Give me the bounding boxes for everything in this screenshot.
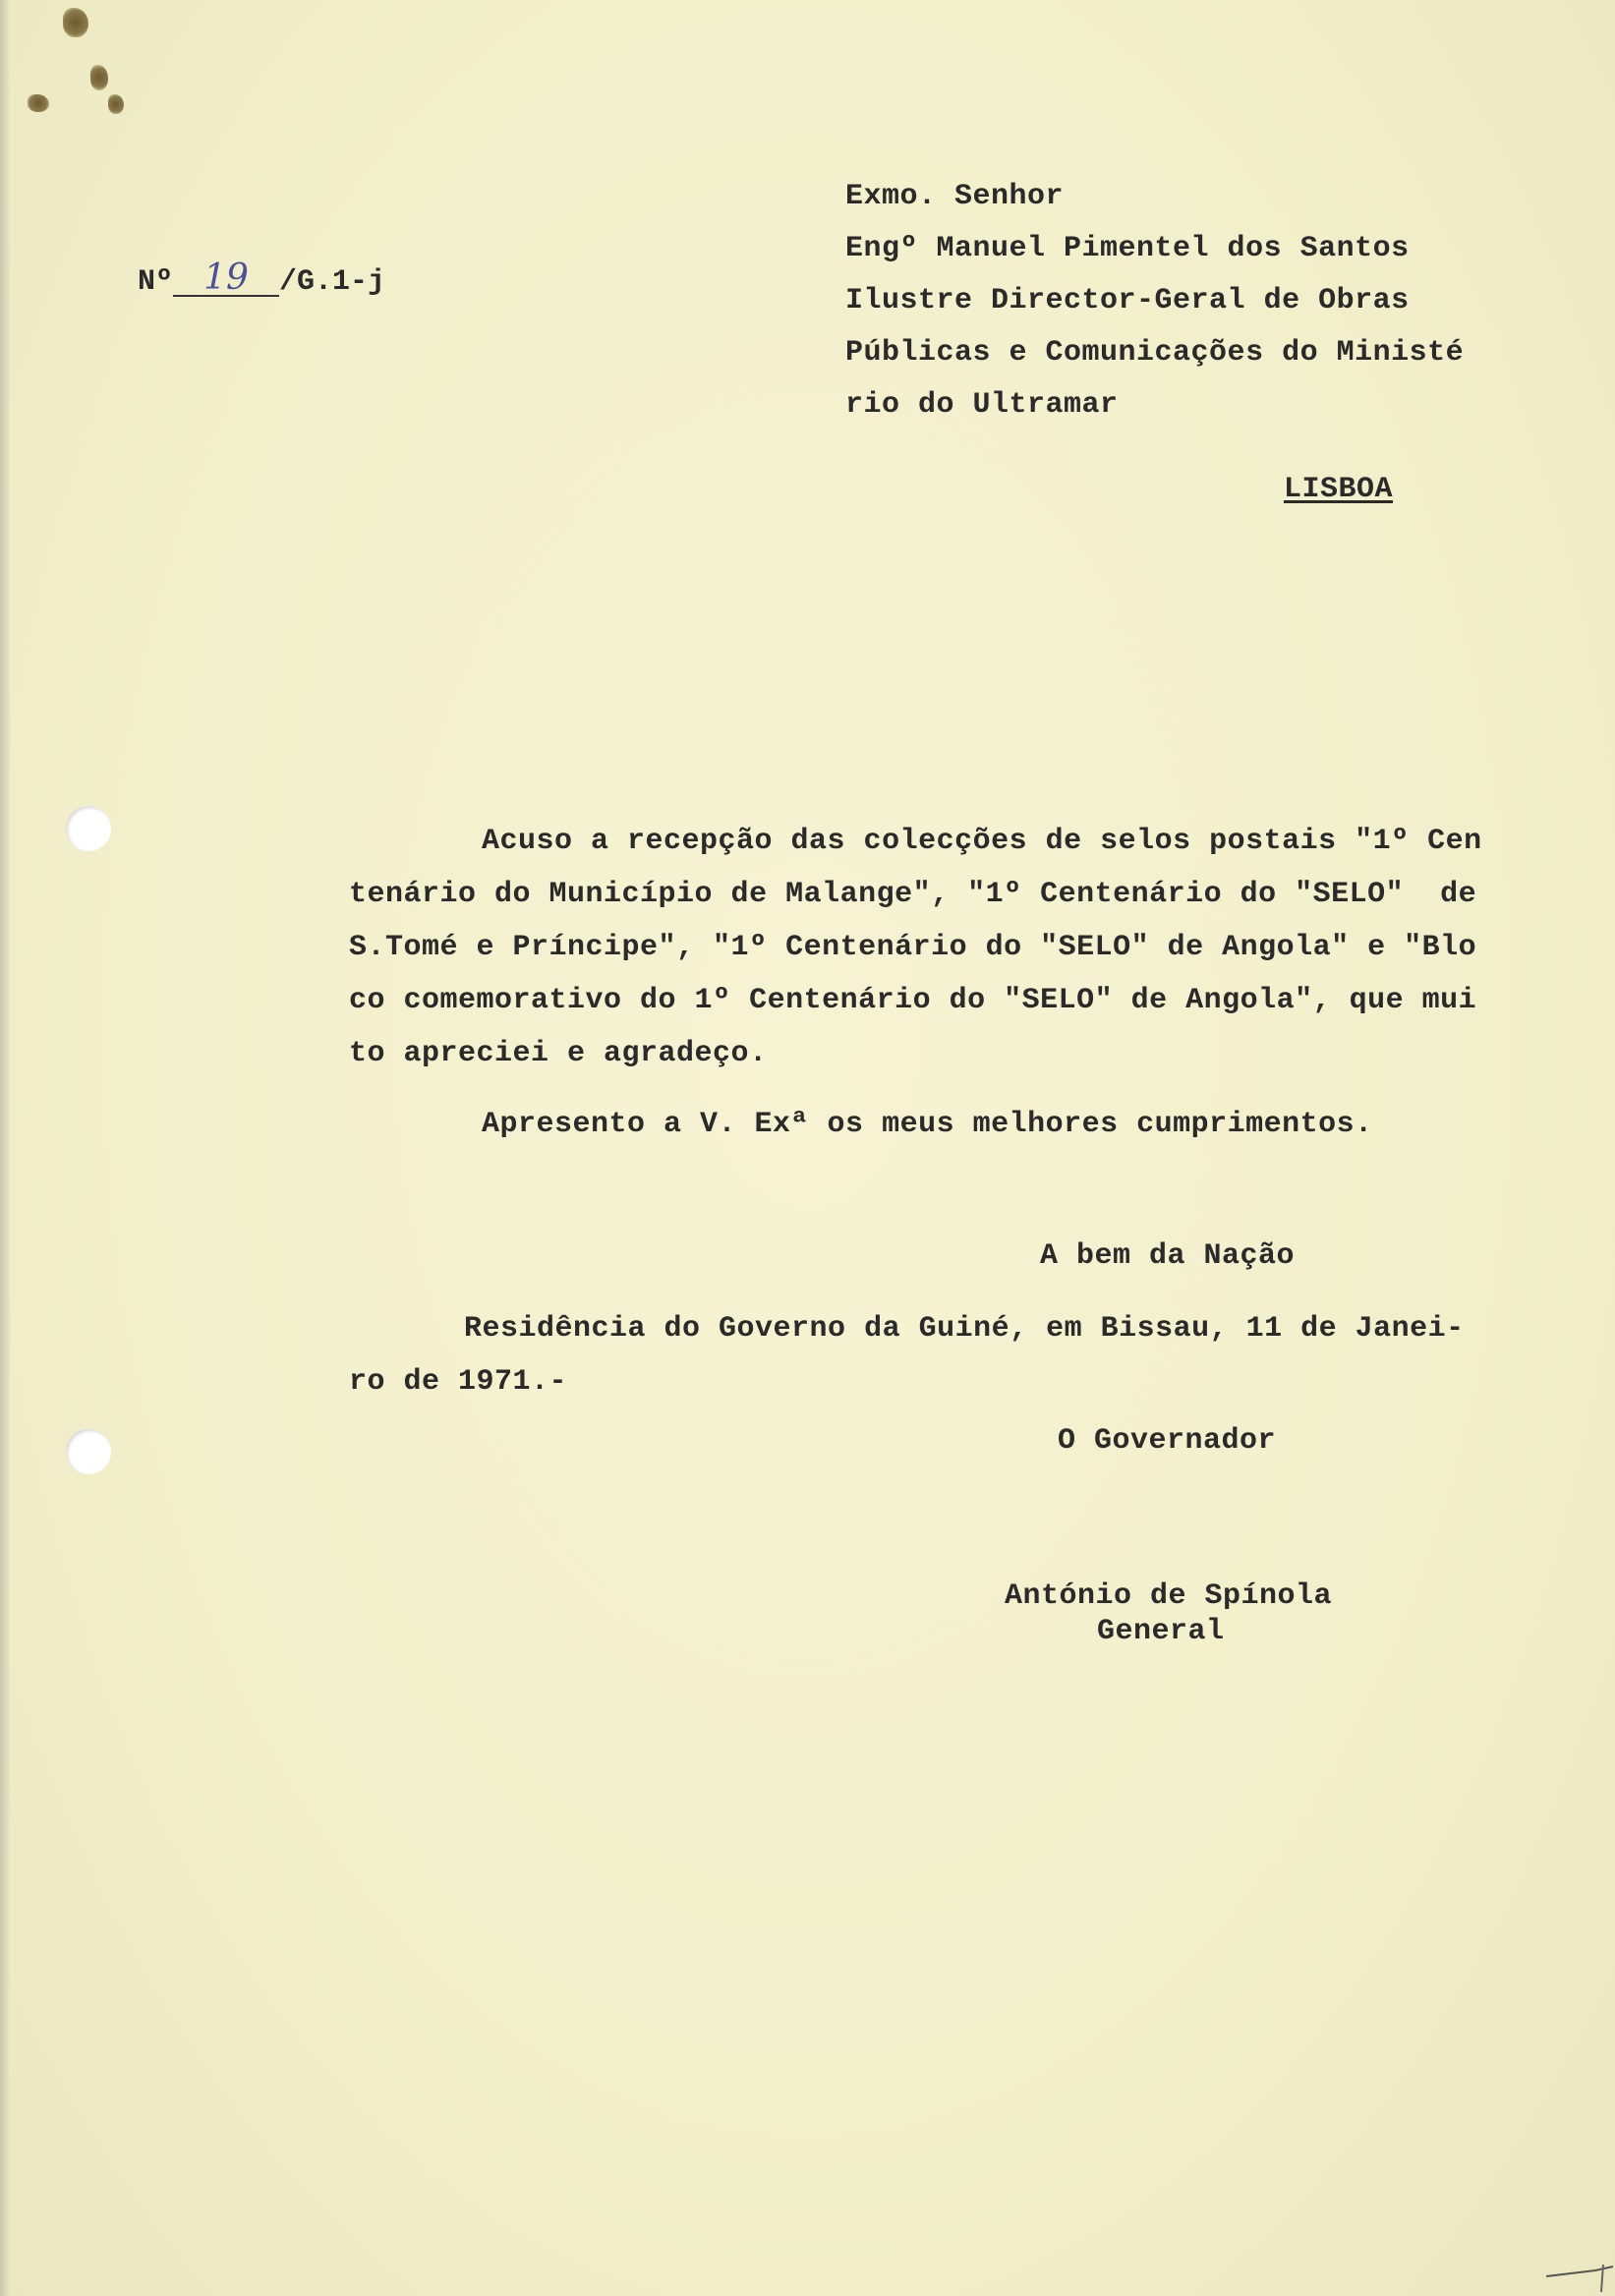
reference-handwritten-number: 19 — [173, 261, 279, 297]
punch-hole — [66, 1429, 111, 1474]
corner-fold-mark — [1527, 2237, 1615, 2296]
salutation: A bem da Nação — [1040, 1239, 1296, 1273]
body-line: to apreciei e agradeço. — [349, 1037, 768, 1070]
rust-stain — [108, 94, 124, 114]
signatory-rank: General — [1097, 1615, 1225, 1648]
reference-prefix: Nº — [138, 265, 174, 299]
reference-number — [138, 258, 386, 300]
rust-stain — [90, 65, 108, 90]
body-line: tenário do Município de Malange", "1º Centenário do "SELO" de — [349, 878, 1477, 911]
punch-hole — [66, 806, 111, 851]
addressee-line: Ilustre Director-Geral de Obras — [845, 284, 1410, 317]
addressee-line: Engº Manuel Pimentel dos Santos — [845, 232, 1410, 265]
place-date-line: ro de 1971.- — [349, 1365, 568, 1399]
rust-stain — [63, 8, 88, 37]
body-closing-line: Apresento a V. Exª os meus melhores cumprimentos. — [482, 1108, 1373, 1141]
addressee-line: Exmo. Senhor — [845, 180, 1065, 213]
rust-stain — [28, 94, 49, 112]
body-line: S.Tomé e Príncipe", "1º Centenário do "SELO" de Angola" e "Blo — [349, 931, 1477, 964]
addressee-city: LISBOA — [1284, 473, 1394, 506]
addressee-line: Públicas e Comunicações do Ministé — [845, 336, 1465, 370]
body-line: co comemorativo do 1º Centenário do "SELO" de Angola", que mui — [349, 984, 1477, 1017]
place-date-line: Residência do Governo da Guiné, em Bissau, 11 de Janei- — [464, 1312, 1465, 1346]
reference-suffix: /G.1-j — [279, 265, 386, 299]
signatory-name: António de Spínola — [1005, 1579, 1333, 1613]
signatory-title: O Governador — [1058, 1424, 1277, 1458]
paper-edge — [0, 0, 10, 2296]
body-line: Acuso a recepção das colecções de selos postais "1º Cen — [482, 825, 1482, 858]
addressee-line: rio do Ultramar — [845, 388, 1119, 422]
